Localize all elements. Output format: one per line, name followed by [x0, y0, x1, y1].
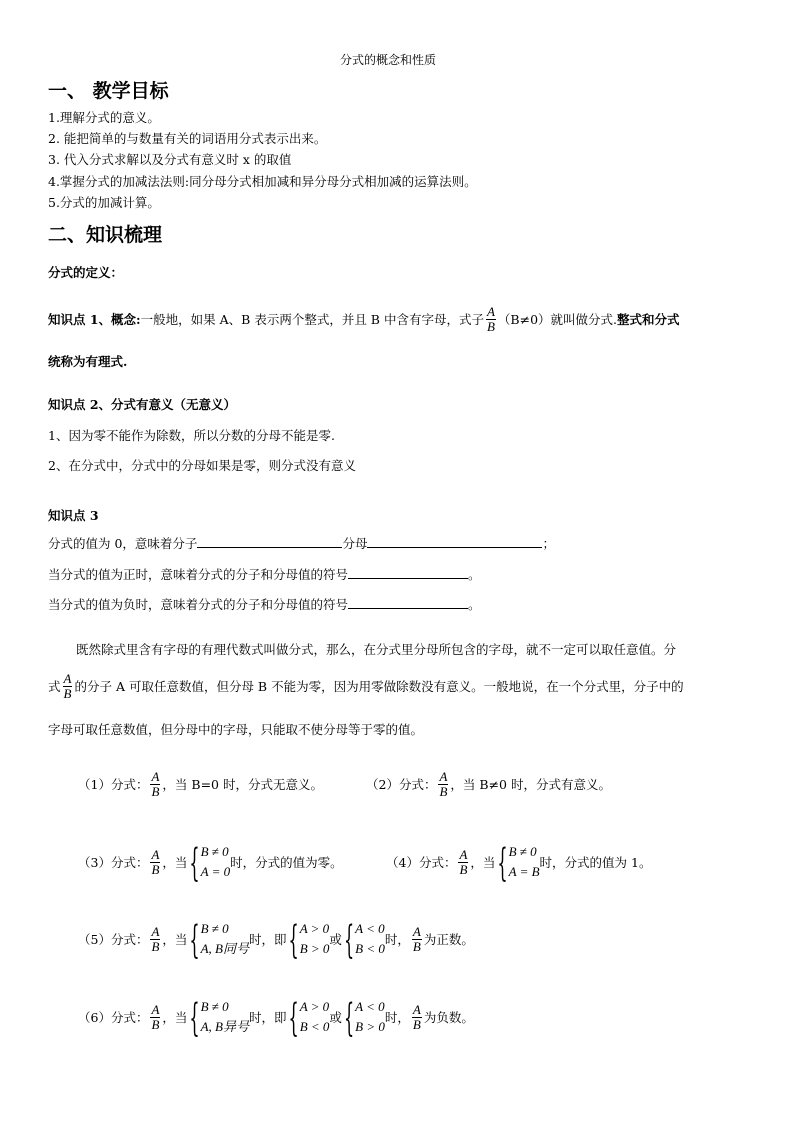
case-6: （6）分式： $\frac{A}{B}$ ，当 { B ≠ 0 A, B异号 时，即 { A > 0 B < 0 或 { A < 0 B > 0 时， $\frac{A}{B}$ 为负数。	[78, 994, 474, 1040]
kp2-heading: 知识点 2、分式有意义（无意义）	[48, 397, 237, 412]
fraction-a-over-b: $\frac{A}{B}$	[151, 1001, 160, 1032]
brace-icon: {	[343, 916, 355, 962]
brace-icon: {	[497, 839, 508, 885]
condition-system: B ≠ 0 A, B同号	[200, 921, 249, 956]
brace-icon: {	[288, 994, 299, 1040]
kp1-text: 一般地，如果 A、B 表示两个整式，并且 B 中含有字母，式子	[140, 312, 484, 327]
condition-system: B ≠ 0 A, B异号	[200, 999, 249, 1034]
fraction-a-over-b: $\frac{A}{B}$	[486, 303, 495, 334]
kp3-line2: 当分式的值为正时，意味着分式的分子和分母值的符号 。	[48, 567, 481, 582]
paragraph-line1: 既然除式里含有字母的有理代数式叫做分式，那么，在分式里分母所包含的字母，就不一定可以取任意值。分	[76, 642, 677, 657]
brace-icon: {	[343, 994, 355, 1040]
brace-icon: {	[189, 916, 200, 962]
goal-item: 2. 能把简单的与数量有关的词语用分式表示出来。	[48, 131, 327, 146]
kp1-bold-tail: 整式和分式	[617, 312, 680, 327]
fraction-a-over-b: $\frac{A}{B}$	[63, 670, 72, 701]
section1-heading: 一、 教学目标	[48, 80, 169, 102]
kp1-label: 知识点 1、概念:	[48, 312, 141, 327]
sign-blank-negative	[348, 597, 468, 609]
kp3-heading: 知识点 3	[48, 508, 99, 523]
fraction-a-over-b: $\frac{A}{B}$	[459, 846, 468, 877]
kp3-line1: 分式的值为 0，意味着分子 分母 ；	[48, 536, 555, 551]
case-2: （2）分式： $\frac{A}{B}$ ，当 B≠0 时，分式有意义。	[366, 768, 611, 799]
section2-heading: 二、知识梳理	[48, 224, 163, 246]
paragraph-line3: 字母可取任意数值，但分母中的字母，只能取不使分母等于零的值。	[48, 722, 424, 737]
condition-system: A > 0 B > 0	[299, 921, 330, 956]
condition-system: A > 0 B < 0	[299, 999, 330, 1034]
kp1-line	[48, 300, 680, 338]
fraction-a-over-b: $\frac{A}{B}$	[151, 846, 160, 877]
case-4: （4）分式： $\frac{A}{B}$ ，当 { B ≠ 0 A = B 时，分式的值为 1。	[386, 839, 652, 885]
case-1: （1）分式： $\frac{A}{B}$ ，当 B=0 时，分式无意义。	[78, 768, 323, 799]
sign-blank-positive	[348, 567, 468, 579]
fraction-a-over-b: $\frac{A}{B}$	[439, 768, 448, 799]
goal-item: 5.分式的加减计算。	[48, 195, 160, 210]
fraction-a-over-b: $\frac{A}{B}$	[412, 923, 421, 954]
brace-icon: {	[189, 994, 200, 1040]
case-3: （3）分式： $\frac{A}{B}$ ，当 { B ≠ 0 A = 0 时，分式的值为零。	[78, 839, 343, 885]
goal-item: 4.掌握分式的加减法法则:同分母分式相加减和异分母分式相加减的运算法则。	[48, 174, 477, 189]
condition-system: A < 0 B < 0	[355, 921, 385, 956]
paragraph-line2: 式 $\frac{A}{B}$ 的分子 A 可取任意数值，但分母 B 不能为零，因为用零做除数没有意义。一般地说，在一个分式里，分子中的	[48, 670, 684, 701]
fraction-a-over-b: $\frac{A}{B}$	[151, 768, 160, 799]
fraction-a-over-b: $\frac{A}{B}$	[151, 923, 160, 954]
goal-item: 1.理解分式的意义。	[48, 110, 160, 125]
kp1-text-b: （B≠0）就叫做分式.	[497, 312, 618, 327]
kp2-line2: 2、在分式中，分式中的分母如果是零，则分式没有意义	[48, 458, 356, 473]
denominator-blank	[367, 536, 542, 548]
goal-item: 3. 代入分式求解以及分式有意义时 x 的取值	[48, 152, 292, 167]
definition-heading: 分式的定义：	[48, 265, 124, 280]
kp2-line1: 1、因为零不能作为除数，所以分数的分母不能是零.	[48, 428, 335, 443]
kp3-line3: 当分式的值为负时，意味着分式的分子和分母值的符号 。	[48, 597, 481, 612]
numerator-blank	[197, 536, 342, 548]
condition-system: B ≠ 0 A = 0	[200, 844, 231, 879]
brace-icon: {	[288, 916, 299, 962]
fraction-a-over-b: $\frac{A}{B}$	[412, 1001, 421, 1032]
condition-system: B ≠ 0 A = B	[508, 844, 540, 879]
page-title: 分式的概念和性质	[340, 53, 437, 67]
brace-icon: {	[189, 839, 200, 885]
kp1-line2: 统称为有理式.	[48, 354, 128, 369]
case-5: （5）分式： $\frac{A}{B}$ ，当 { B ≠ 0 A, B同号 时，即 { A > 0 B > 0 或 { A < 0 B < 0 时， $\frac{A}{B}$ 为正数。	[78, 916, 474, 962]
condition-system: A < 0 B > 0	[355, 999, 385, 1034]
